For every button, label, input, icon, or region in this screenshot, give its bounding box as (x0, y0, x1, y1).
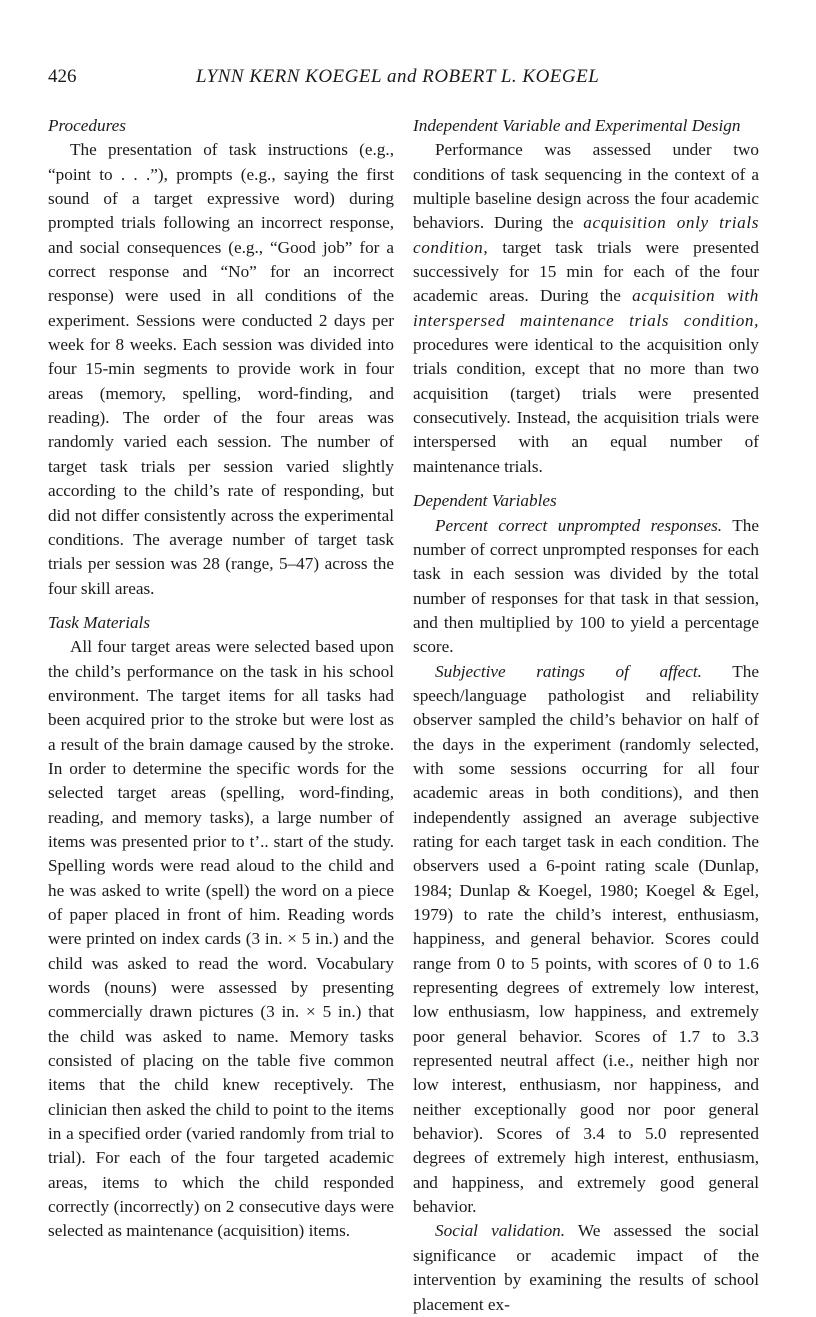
right-column (413, 114, 759, 1317)
page-header (48, 66, 766, 96)
social-validation-lead: Social validation. (435, 1221, 566, 1241)
percent-correct-text: The number of correct unprompted responses for each task in each session was divided by the total number of responses for that task in that session, and then multiplied by 100 to yield a percentage score. (413, 515, 759, 657)
design-term-acquisition-only: acquisition only trials condition, (413, 213, 760, 257)
affect-paragraph (413, 660, 759, 1220)
procedures-paragraph: The presentation of task instructions (e.g., “point to . . .”), prompts (e.g., saying the first sound of a target expressive word) during prompted trials following an incorrect response, and social consequences (e.g., “Good job” for a correct response and “No” for an incorrect response) were used in all conditions of the experiment. Sessions were conducted 2 days per week for 8 weeks. Each session was divided into four 15-min segments to provide work in four areas (memory, spelling, word-finding, and reading). The order of the four areas was randomly varied each session. The number of target task trials per session varied slightly according to the child’s rate of responding, but did not differ consistently across the experimental conditions. The average number of target task trials per session was 28 (range, 5–47) across the four skill areas. (48, 140, 394, 598)
running-head: LYNN KERN KOEGEL and ROBERT L. KOEGEL (196, 66, 600, 87)
affect-lead: Subjective ratings of affect. (435, 661, 702, 681)
section-heading-design: Independent Variable and Experimental Design (413, 116, 741, 135)
affect-text: The speech/language pathologist and reliability observer sampled the child’s behavior on half of the days in the experiment (randomly selected, with some sessions occurring for all four academic areas in both conditions), and then independently assigned an average subjective rating for each target task in each condition. The observers used a 6-point rating scale (Dunlap, 1984; Dunlap & Koegel, 1980; Koegel & Egel, 1979) to rate the child’s interest, enthusiasm, happiness, and general behavior. Scores could range from 0 to 5 points, with scores of 0 to 1.6 representing degrees of extremely low interest, low enthusiasm, low happiness, and extremely poor general behavior. Scores of 1.7 to 3.3 represented neutral affect (i.e., neither high nor low interest, enthusiasm, nor happiness, and neither exceptionally good nor poor general behavior). Scores of 3.4 to 5.0 represented degrees of extremely high interest, enthusiasm, and happiness, and extremely good general behavior. (413, 661, 759, 1217)
task-materials-paragraph: All four target areas were selected based upon the child’s performance on the task in his school environment. The target items for all tasks had been acquired prior to the stroke but were lost as a result of the brain damage caused by the stroke. In order to determine the specific words for the selected target areas (spelling, word-finding, reading, and memory tasks), a large number of items was presented prior to t’.. start of the study. Spelling words were read aloud to the child and he was asked to write (spell) the word on a piece of paper placed in front of him. Reading words were printed on index cards (3 in. × 5 in.) and the child was asked to read the word. Vocabulary words (nouns) were assessed by presenting commercially drawn pictures (3 in. × 5 in.) that the child was asked to name. Memory tasks consisted of placing on the table five common items that the child knew receptively. The clinician then asked the child to point to the items in a specified order (varied randomly from trial to trial). For each of the four targeted academic areas, items to which the child responded correctly (incorrectly) on 2 consecutive days were selected as maintenance (acquisition) items. (48, 637, 394, 1241)
design-text-2: target task trials were presented successively for 15 min for each of the four academic areas. During the (413, 237, 759, 306)
percent-correct-lead: Percent correct unprompted responses. (435, 515, 723, 535)
section-heading-dependent-variables: Dependent Variables (413, 491, 557, 511)
percent-correct-paragraph (413, 514, 759, 660)
design-paragraph (413, 138, 759, 479)
design-term-interspersed: acquisition with interspersed maintenance trials condition, (413, 286, 759, 330)
social-validation-paragraph (413, 1219, 759, 1316)
left-column (48, 114, 394, 1244)
section-heading-task-materials: Task Materials (48, 612, 151, 632)
design-text-3: procedures were identical to the acquisition only trials condition, except that no more than two acquisition (target) trials were presented consecutively. Instead, the acquisition trials were interspersed with an equal number of maintenance trials. (413, 335, 759, 476)
design-text-1: Performance was assessed under two conditions of task sequencing in the context of a multiple baseline design across the four academic behaviors. During the (413, 140, 759, 233)
page-number: 426 (48, 66, 77, 87)
social-validation-text: We assessed the social significance or academic impact of the intervention by examining the results of school placement ex- (413, 1221, 759, 1314)
section-heading-procedures: Procedures (48, 116, 126, 135)
